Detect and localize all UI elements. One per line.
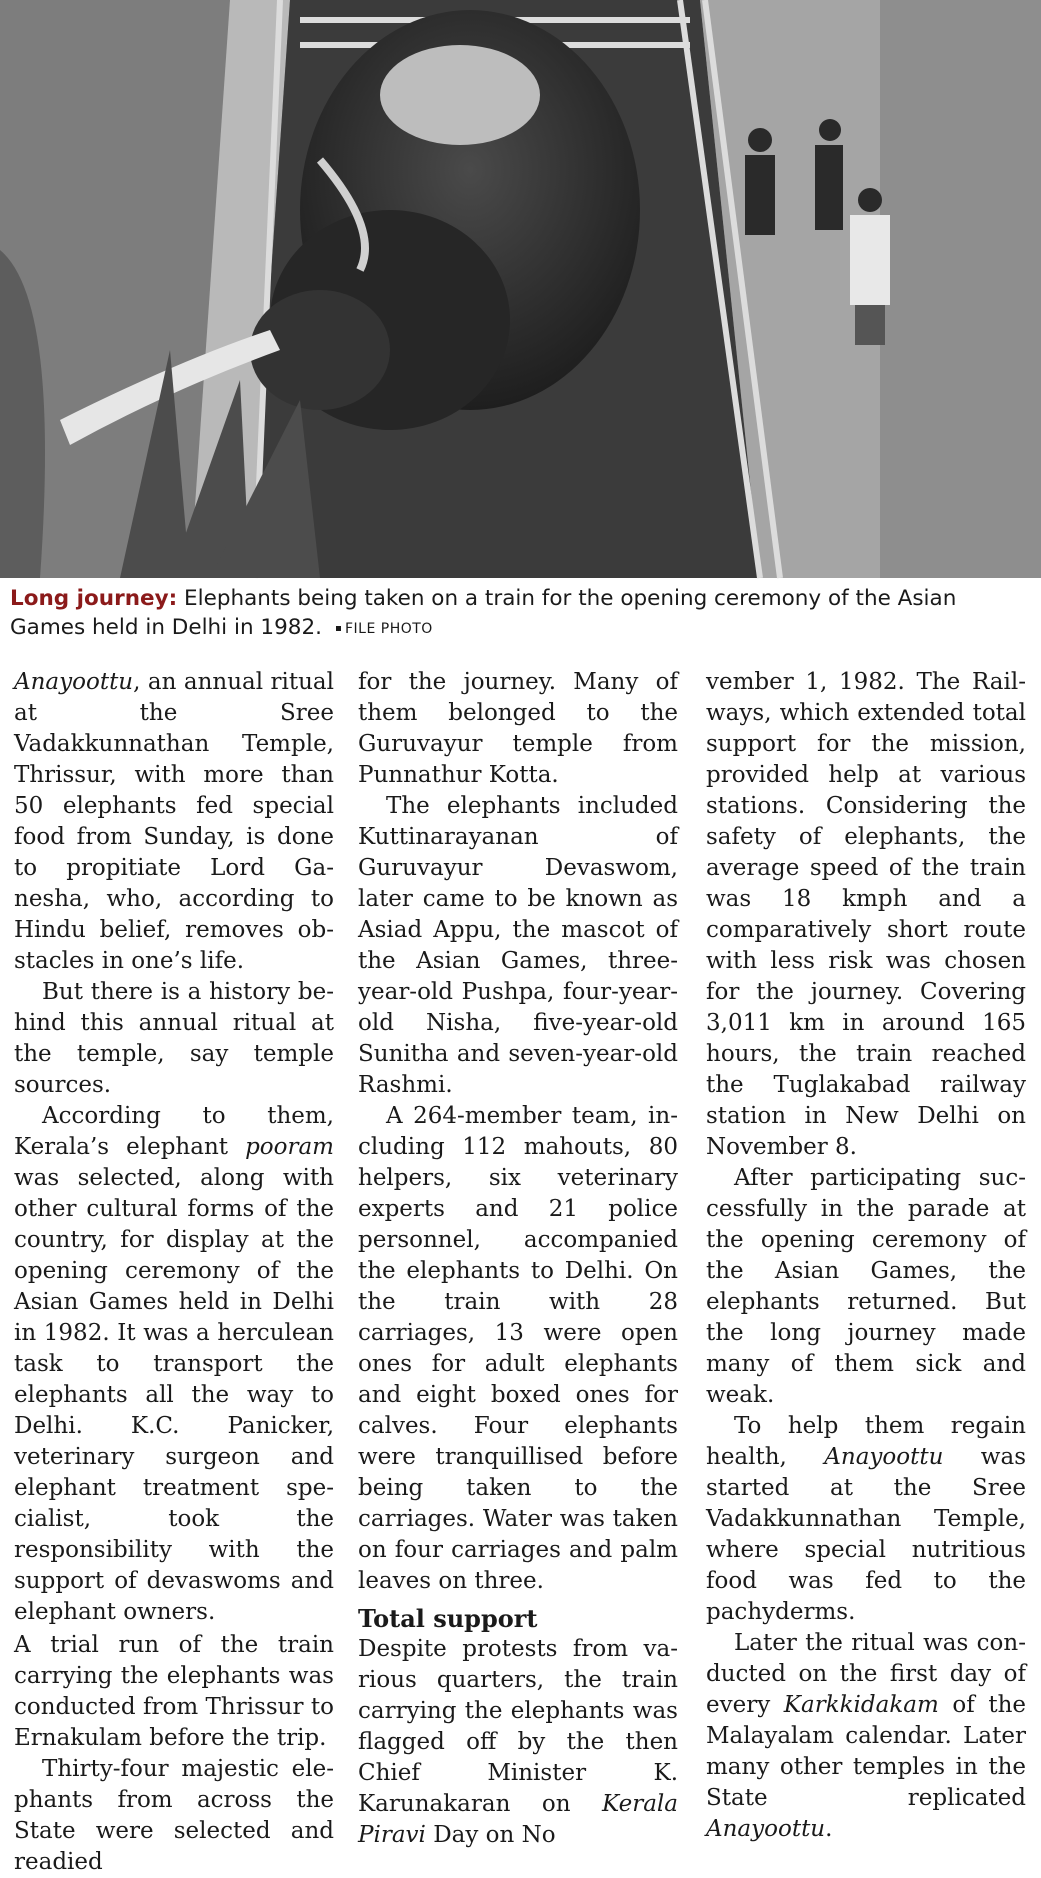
paragraph: The elephants included Kuttinarayanan of Guruvayur Devaswom, later came to be known as Asiad Appu, the mascot of the Asian Games, three-year-old Pushpa, four-year-old Nisha, five-year-old Sunitha and seven-year-old Rashmi. <box>358 793 678 1098</box>
paragraph-text: According to them, Kerala’s elephant <box>14 1103 334 1160</box>
paragraph: After participating successfully in the parade at the opening ceremony of the Asian Games, the elephants returned. But the long journey made many of them sick and weak. <box>706 1165 1026 1408</box>
article-column-3 <box>706 667 1027 1842</box>
paragraph: A trial run of the train carrying the elephants was conducted from Thrissur to Ernakulam before the trip. <box>14 1632 334 1751</box>
photo-credit-label: FILE PHOTO <box>344 621 433 637</box>
caption-kicker: Long journey: <box>10 586 178 611</box>
paragraph: vember 1, 1982. The Railways, which extended total support for the mission, provided help at various stations. Considering the safety of elephants, the average speed of the train was 18 kmph and a comparatively short route with less risk was chosen for the journey. Covering 3,011 km in around 165 hours, the train reached the Tuglakabad railway station in New Delhi on November 8. <box>706 669 1026 1160</box>
paragraph: A 264-member team, including 112 mahouts, 80 helpers, six veterinary experts and 21 police personnel, accompanied the elephants to Delhi. On the train with 28 carriages, 13 were open ones for adult elephants and eight boxed ones for calves. Four elephants were tranquillised before being taken to the carriages. Water was taken on four carriages and palm leaves on three. <box>358 1103 678 1594</box>
paragraph-text: Later the ritual was conducted on the first day of every <box>706 1630 1026 1718</box>
italic-term: Kerala Piravi <box>358 1791 678 1848</box>
italic-term: Anayoottu <box>706 1816 826 1842</box>
photo-elephants-train-icon <box>0 0 1041 578</box>
subheading: Total support <box>358 1604 538 1633</box>
news-photo <box>0 0 1041 578</box>
italic-term: pooram <box>245 1134 334 1160</box>
paragraph <box>706 1411 1026 1628</box>
photo-credit <box>336 621 433 637</box>
paragraph: Thirty-four majestic elephants from across the State were selected and readied <box>14 1756 334 1875</box>
paragraph-text: was started at the Sree Vadakkunnathan Temple, where special nutritious food was fed to the pachyderms. <box>706 1444 1026 1625</box>
photo-caption <box>10 584 1030 644</box>
paragraph <box>14 667 334 977</box>
paragraph: But there is a history behind this annual ritual at the temple, say temple sources. <box>14 979 334 1098</box>
paragraph-text: was selected, along with other cultural forms of the country, for display at the opening ceremony of the Asian Games held in Delhi in 1982. It was a herculean task to transport the elephants all the way to Delhi. K.C. Panicker, veterinary surgeon and elephant treatment specialist, took the responsibility with the support of devaswoms and elephant owners. <box>14 1165 334 1625</box>
paragraph-text: of the Malayalam calendar. Later many other temples in the State replicated <box>706 1692 1027 1811</box>
caption-text: Elephants being taken on a train for the opening ceremony of the Asian Games held in Delhi in 1982. <box>10 586 957 640</box>
paragraph-text: Despite protests from various quarters, the train carrying the elephants was flagged off by the then Chief Minister K. Karunakaran on <box>358 1636 678 1817</box>
paragraph-text: , an annual ritual at the Sree Vadakkunnathan Temple, Thrissur, with more than 50 elephants fed special food from Sunday, is done to propitiate Lord Ganesha, who, according to Hindu belief, removes obstacles in one’s life. <box>14 669 334 974</box>
paragraph <box>14 1101 334 1628</box>
paragraph <box>358 1634 678 1851</box>
article-column-2 <box>358 667 678 1848</box>
paragraph: for the journey. Many of them belonged to the Guruvayur temple from Punnathur Kotta. <box>358 669 678 788</box>
italic-term: Anayoottu <box>824 1444 944 1470</box>
square-bullet-icon <box>336 626 341 631</box>
paragraph <box>706 1628 1026 1845</box>
paragraph-text: . <box>825 1816 833 1842</box>
italic-term: Karkkidakam <box>783 1692 939 1718</box>
italic-term: Anayoottu <box>14 669 134 695</box>
article-body <box>14 667 1030 1875</box>
paragraph-text: Day on No <box>425 1822 556 1848</box>
paragraph-text: To help them regain health, <box>706 1413 1026 1470</box>
article-column-1 <box>14 667 334 1875</box>
